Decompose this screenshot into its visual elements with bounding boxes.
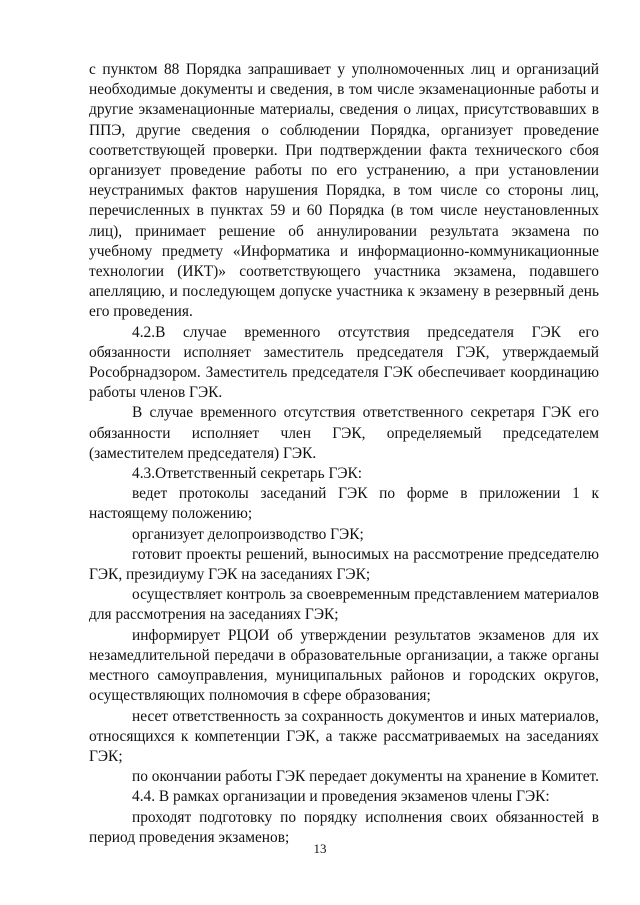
paragraph-4-3-heading: 4.3.Ответственный секретарь ГЭК: xyxy=(132,465,363,483)
document-body xyxy=(89,60,599,848)
paragraph-4-4-heading: 4.4. В рамках организации и проведения экзаменов члены ГЭК: xyxy=(132,788,550,806)
list-item-training: проходят подготовку по порядку исполнения своих обязанностей в период проведения экзаменов; xyxy=(89,808,599,846)
list-item-draft-decisions: готовит проекты решений, выносимых на рассмотрение председателю ГЭК, президиуму ГЭК на заседаниях ГЭК; xyxy=(89,545,599,584)
list-item-archive: по окончании работы ГЭК передает документы на хранение в Комитет. xyxy=(132,768,599,786)
paragraph-continuation: с пунктом 88 Порядка запрашивает у уполномоченных лиц и организаций необходимые документы и сведения, в том числе экзаменационные работы и другие экзаменационные материалы, сведения о лицах, присутствовавших в ППЭ, другие сведения о соблюдении Порядка, организует проведение соответствующей проверки. При подтверждении факта технического сбоя организует проведение работы по его устранению, а при установлении неустранимых фактов нарушения Порядка, в том числе со стороны лиц, перечисленных в пунктах 59 и 60 Порядка (в том числе неустановленных лиц), принимает решение об аннулировании результата экзамена по учебному предмету «Информатика и информационно-коммуникационные технологии (ИКТ)» соответствующего участника экзамена, подавшего апелляцию, и последующем допуске участника к экзамену в резервный день его проведения. xyxy=(89,61,599,321)
list-item-responsibility: несет ответственность за сохранность документов и иных материалов, относящихся к компетенции ГЭК, а также рассматриваемых на заседаниях ГЭК; xyxy=(89,707,599,765)
paragraph-4-2: 4.2.В случае временного отсутствия председателя ГЭК его обязанности исполняет заместитель председателя ГЭК, утверждаемый Рособрнадзором. Заместитель председателя ГЭК обеспечивает координацию работы членов ГЭК. xyxy=(89,323,599,402)
list-item-records: организует делопроизводство ГЭК; xyxy=(132,525,364,543)
list-item-informs: информирует РЦОИ об утверждении результатов экзаменов для их незамедлительной передачи в образовательные организации, а также органы местного самоуправления, муниципальных районов и городских округов, осуществляющих полномочия в сфере образования; xyxy=(89,626,599,705)
page-number: 13 xyxy=(313,841,327,856)
list-item-protocols: ведет протоколы заседаний ГЭК по форме в приложении 1 к настоящему положению; xyxy=(89,485,599,523)
paragraph-secretary-absence: В случае временного отсутствия ответственного секретаря ГЭК его обязанности исполняет член ГЭК, определяемый председателем (заместителем председателя) ГЭК. xyxy=(89,404,599,462)
list-item-control: осуществляет контроль за своевременным представлением материалов для рассмотрения на заседаниях ГЭК; xyxy=(89,586,599,624)
